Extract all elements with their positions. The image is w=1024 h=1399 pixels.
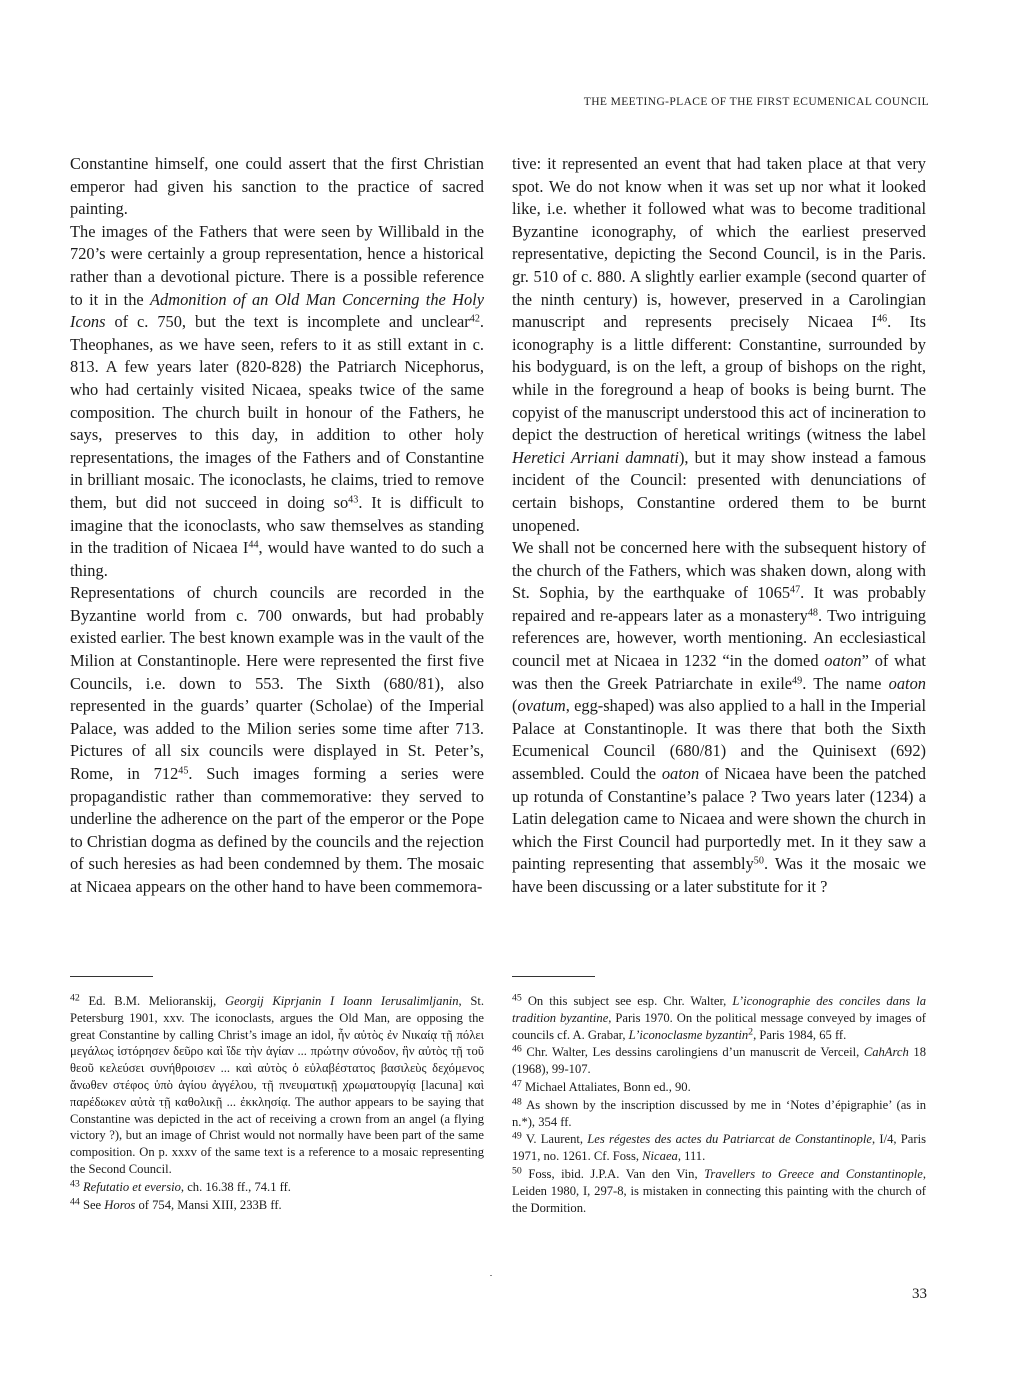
footnote-49: $^{49}$ V. Laurent, Les régestes des actes du Patriarcat de Constantinople, I/4, Paris 1971, no. 1261. Cf. Foss, Nicaea, 111. [512,1130,926,1164]
paragraph: We shall not be concerned here with the subsequent history of the church of the Fathers, which was shaken down, along with St. Sophia, by the earthquake of 1065$^{47}$. It was probably repaired and re-appears later as a monastery$^{48}$. Two intriguing references are, however, worth mentioning. An ecclesiastical council met at Nicaea in 1232 “in the domed oaton” of what was then the Greek Patriarchate in exile$^{49}$. The name oaton (ovatum, egg-shaped) was also applied to a hall in the Imperial Palace at Constantinople. It was there that both the Sixth Ecumenical Council (680/81) and the Quinisext (692) assembled. Could the oaton of Nicaea have been the patched up rotunda of Constantine’s palace ? Two years later (1234) a Latin delegation came to Nicaea and were shown the church in which the First Council had purportedly met. In it they saw a painting representing that assembly$^{50}$. Was it the mosaic we have been discussing or a later substitute for it ? [512,538,926,896]
footnote-rule [512,976,595,977]
manuscript-label: Heretici Arriani damnati [512,447,679,467]
body-column-left [70,153,484,899]
page-number: 33 [912,1286,927,1302]
footnote-46: $^{46}$ Chr. Walter, Les dessins carolingiens d’un manuscrit de Verceil, CahArch 18 (1968), 99-107. [512,1043,926,1077]
footnote-47: $^{47}$ Michael Attaliates, Bonn ed., 90. [512,1078,691,1094]
footnote-42: $^{42}$ Ed. B.M. Melioranskij, Georgij Kiprjanin I Ioann Ierusalimljanin, St. Petersburg 1901, xxv. The iconoclasts, argues the Old Man, are opposing the great Constantine by calling Christ’s image an idol, ἦν αὐτὸς ἐν Νικαίᾳ τῇ πόλει μεγάλως ἱστόρησεν δεῦρο καὶ ἴδε τὴν ἁγίαν ... πρώτην σύνοδον, ἣν αὐτὸς τῇ τοῦ θεοῦ κελεύσει συνήθροισεν ... καὶ αὐτὸς ὁ εὐλαβέστατος βασιλεὺς δεχόμενος ἄνωθεν στέφος ὑπὸ ἁγίου ἀγγέλου, τῇ πνευματικῇ χρωματουργίᾳ [lacuna] καὶ παρέδωκεν αὐτὰ τῇ καθολικῇ ... ἐκκλησίᾳ. The author appears to be saying that Constantine was depicted in the act of receiving a crown from an angel (a flying victory ?), but an image of Christ would not normally have been part of the same composition. On p. xxxv of the same text is a reference to a mosaic representing the Second Council. [70,992,485,1176]
footnote-ref[interactable]: 48 [807,607,818,619]
paragraph: Representations of church councils are recorded in the Byzantine world from c. 700 onwards, but had probably existed earlier. The best known example was in the vault of the Milion at Constantinople. Here were represented the first five Councils, i.e. down to 553. The Sixth (680/81), also represented in the guards’ quarter (Scholae) of the Imperial Palace, was added to the Milion series some time after 713. Pictures of all six councils were displayed in St. Peter’s, Rome, in $712^{45}$. Such images forming a series were propagandistic rather than commemorative: they served to underline the adherence on the part of the emperor or the Pope to Christian dogma as defined by the councils and the rejection of such heresies as had been condemned by them. The mosaic at Nicaea appears on the other hand to have been commemora- [70,583,484,896]
paragraph: Constantine himself, one could assert that the first Christian emperor had given his sanction to the practice of sacred painting. [70,154,484,219]
footnote-ref[interactable]: 46 [876,313,888,325]
footnote-rule [70,976,153,977]
footnote-ref[interactable]: 47 [790,584,801,596]
body-column-right [512,153,926,899]
running-head: THE MEETING-PLACE OF THE FIRST ECUMENICAL COUNCIL [583,96,929,108]
footnote-43: $^{43}$ Refutatio et eversio, ch. 16.38 ff., 74.1 ff. [70,1178,291,1194]
footnote-ref[interactable]: 49 [792,675,803,687]
footnotes-left [70,993,484,1214]
print-speck [490,1275,492,1276]
paragraph: tive: it represented an event that had taken place at that very spot. We do not know when it was set up nor what it looked like, i.e. whether it followed what was to become traditional Byzantine iconography, of which the earliest preserved representative, depicting the Second Council, is in the Paris. gr. 510 of c. 880. A slightly earlier example (second quarter of the ninth century) is, however, preserved in a Carolingian manuscript and represents precisely Nicaea $I^{46}$. Its iconography is a little different: Constantine, surrounded by his bodyguard, is on the left, a group of bishops on the right, while in the foreground a heap of books is being burnt. The copyist of the manuscript understood this act of incineration to depict the destruction of heretical writings (witness the label Heretici Arriani damnati), but it may show instead a famous incident of the Council: presented with denunciations of certain bishops, Constantine ordered them to be burnt unopened. [512,154,926,535]
footnote-50: $^{50}$ Foss, ibid. J.P.A. Van den Vin, Travellers to Greece and Constantinople, Leiden 1980, I, 297-8, is mistaken in connecting this painting with the church of the Dormition. [512,1165,926,1215]
footnote-ref[interactable]: 50 [753,855,764,867]
footnote-ref[interactable]: 43 [348,494,359,506]
footnote-44: $^{44}$ See Horos of 754, Mansi XIII, 233B ff. [70,1196,282,1212]
footnotes-right [512,993,926,1217]
paragraph: The images of the Fathers that were seen by Willibald in the 720’s were certainly a group representation, hence a historical rather than a devotional picture. There is a possible reference to it in the Admonition of an Old Man Concerning the Holy Icons of c. 750, but the text is incomplete and unclear$^{42}$. Theophanes, as we have seen, refers to it as still extant in c. 813. A few years later (820-828) the Patriarch Nicephorus, who had certainly visited Nicaea, speaks twice of the same composition. The church built in honour of the Fathers, he says, preserves to this day, in addition to other holy representations, the images of the Fathers and of Constantine in brilliant mosaic. The iconoclasts, he claims, tried to remove them, but did not succeed in doing $so^{43}$. It is difficult to imagine that the iconoclasts, who saw themselves as standing in the tradition of Nicaea $I^{44}$, would have wanted to do such a thing. [70,221,484,580]
work-title: Admonition of an Old Man Concerning the Holy Icons [70,289,484,332]
footnote-ref[interactable]: 44 [248,539,259,551]
footnote-ref[interactable]: 42 [469,313,480,325]
footnote-48: $^{48}$ As shown by the inscription discussed by me in ‘Notes d’épigraphie’ (as in n.*), 354 ff. [512,1096,926,1129]
footnote-ref[interactable]: 45 [178,765,189,777]
footnote-45: $^{45}$ On this subject see esp. Chr. Walter, L’iconographie des conciles dans la tradition byzantine, Paris 1970. On the political message conveyed by images of councils cf. A. Grabar, L’iconoclasme byzantin$^2$, Paris 1984, 65 ff. [512,992,926,1042]
